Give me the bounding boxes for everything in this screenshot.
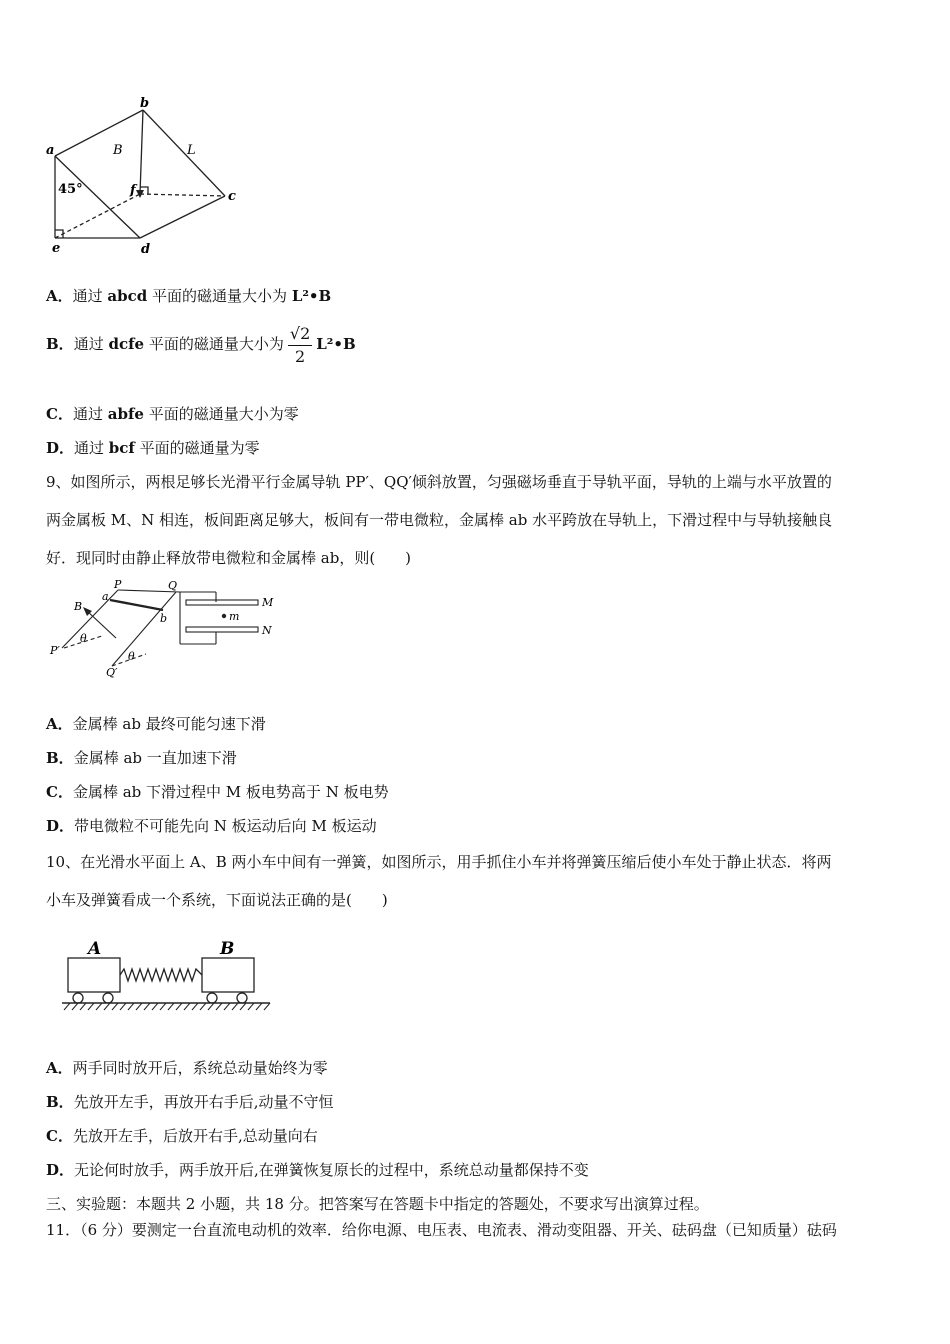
cart-A <box>68 958 120 992</box>
q9-option-b: B．金属棒 ab 一直加速下滑 <box>46 749 237 767</box>
label-a: a <box>46 143 55 158</box>
edge-cd <box>140 196 225 238</box>
q9-stem-line2: 两金属板 M、N 相连，板间距离足够大，板间有一带电微粒，金属棒 ab 水平跨放在导轨上，下滑过程中与导轨接触良 <box>46 511 833 529</box>
label-B: B <box>74 600 83 613</box>
label-A: A <box>88 939 102 959</box>
rails-figure <box>46 580 286 680</box>
q10-option-c: C．先放开左手，后放开右手,总动量向右 <box>46 1127 318 1145</box>
fraction-sqrt2-over-2: $\frac{√2}{2}$ <box>289 323 311 366</box>
edge-ef <box>55 194 140 238</box>
ground-hatch <box>64 1003 270 1010</box>
label-theta1: θ <box>80 632 87 645</box>
edge-ad <box>55 156 140 238</box>
q9-stem-line3: 好．现同时由静止释放带电微粒和金属棒 ab，则( ) <box>46 549 412 567</box>
q8-option-a: A．通过 abcd 平面的磁通量大小为 L²•B <box>46 287 332 305</box>
q10-option-b: B．先放开左手，再放开右手后,动量不守恒 <box>46 1093 334 1111</box>
edge-bc <box>143 110 225 196</box>
edge-ab <box>55 110 143 156</box>
wheel-B2 <box>237 993 247 1003</box>
label-d: d <box>141 242 151 257</box>
label-N: N <box>262 624 272 637</box>
q9-option-c: C．金属棒 ab 下滑过程中 M 板电势高于 N 板电势 <box>46 783 389 801</box>
label-L: L <box>187 143 196 158</box>
q8-option-d: D．通过 bcf 平面的磁通量为零 <box>46 439 260 457</box>
edge-bf <box>140 110 143 194</box>
arrow-B-line <box>86 610 116 638</box>
rod-ab <box>110 600 163 610</box>
q10-stem-line2: 小车及弹簧看成一个系统，下面说法正确的是( ) <box>46 891 388 909</box>
q10-option-a: A．两手同时放开后，系统总动量始终为零 <box>46 1059 328 1077</box>
label-B: B <box>113 143 123 158</box>
label-theta2: θ <box>128 650 135 663</box>
label-angle: 45° <box>58 182 83 197</box>
label-P: P <box>114 578 122 591</box>
q9-stem-line1: 9、如图所示，两根足够长光滑平行金属导轨 PP′、QQ′倾斜放置，匀强磁场垂直于导轨平面，导轨的上端与水平放置的 <box>46 473 832 491</box>
wheel-A2 <box>103 993 113 1003</box>
q9-option-d: D．带电微粒不可能先向 N 板运动后向 M 板运动 <box>46 817 377 835</box>
q11-stem: 11．（6 分）要测定一台直流电动机的效率．给你电源、电压表、电流表、滑动变阻器、开关、砝码盘（已知质量）砝码 <box>46 1221 837 1239</box>
wheel-B1 <box>207 993 217 1003</box>
label-c: c <box>228 189 236 204</box>
edge-fc <box>140 194 225 196</box>
label-e: e <box>52 241 61 256</box>
section-3-heading: 三、实验题：本题共 2 小题，共 18 分。把答案写在答题卡中指定的答题处，不要求写出演算过程。 <box>46 1195 709 1213</box>
q10-option-d: D．无论何时放手，两手放开后,在弹簧恢复原长的过程中，系统总动量都保持不变 <box>46 1161 589 1179</box>
carts-figure <box>60 936 280 1016</box>
prism-figure <box>40 98 280 258</box>
charged-particle <box>222 614 226 618</box>
q10-stem-line1: 10、在光滑水平面上 A、B 两小车中间有一弹簧，如图所示，用手抓住小车并将弹簧压缩后使小车处于静止状态．将两 <box>46 853 832 871</box>
label-m: m <box>229 610 240 623</box>
label-Qprime: Q′ <box>106 666 118 679</box>
wheel-A1 <box>73 993 83 1003</box>
plate-M <box>186 600 258 605</box>
plate-N <box>186 627 258 632</box>
label-Pprime: P′ <box>50 644 60 657</box>
cart-B <box>202 958 254 992</box>
label-a: a <box>102 590 109 603</box>
q8-option-c: C．通过 abfe 平面的磁通量大小为零 <box>46 405 299 423</box>
label-B: B <box>220 939 235 959</box>
label-b: b <box>140 96 150 111</box>
q8-option-b: B．通过 dcfe 平面的磁通量大小为 $\frac{√2}{2}$ L²•B <box>46 323 356 366</box>
spring <box>120 969 202 981</box>
q9-option-a: A．金属棒 ab 最终可能匀速下滑 <box>46 715 266 733</box>
label-Q: Q <box>168 579 178 592</box>
label-b: b <box>160 612 168 625</box>
rail-PP <box>62 590 118 648</box>
label-f: f <box>130 183 136 198</box>
label-M: M <box>262 596 274 609</box>
